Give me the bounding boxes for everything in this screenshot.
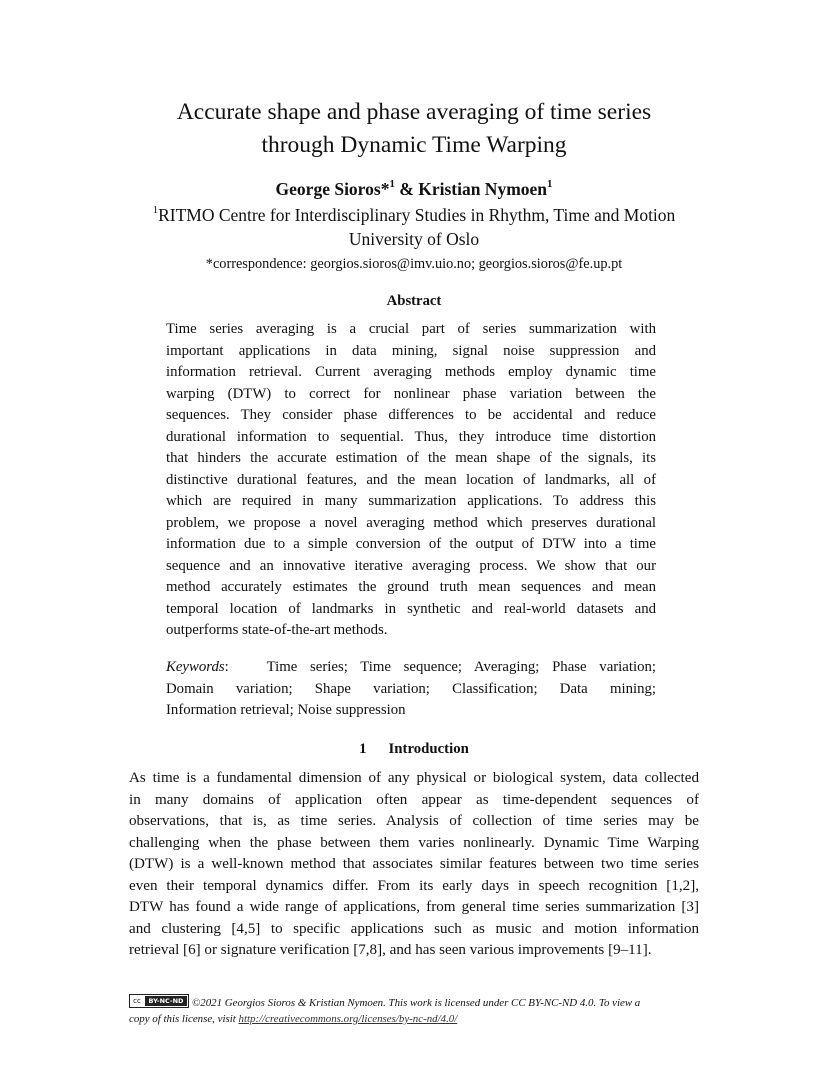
cc-icon: cc [133, 997, 141, 1005]
author-1-affiliation-mark: 1 [389, 177, 395, 190]
keywords-line-3: Information retrieval; Noise suppression [166, 702, 406, 718]
body-line: challenging when the phase between them varies nonlinearly. Dynamic Time Warping [129, 834, 699, 851]
paper-title [0, 96, 828, 162]
abstract-heading: Abstract [386, 293, 442, 309]
abstract-line: outperforms state-of-the-art methods. [166, 622, 388, 638]
affiliation-institute: RITMO Centre for Interdisciplinary Studies in Rhythm, Time and Motion [158, 205, 676, 225]
abstract-line: information due to a simple conversion of the output of DTW into a time [166, 536, 656, 552]
abstract-line: warping (DTW) to correct for nonlinear phase variation between the [166, 385, 656, 402]
author-2: Kristian Nymoen [418, 179, 548, 199]
title-line-1: Accurate shape and phase averaging of time series [176, 99, 652, 125]
author-1: George Sioros* [275, 179, 390, 199]
section-number: 1 [359, 741, 367, 757]
author-list [0, 177, 828, 201]
author-2-affiliation-mark: 1 [547, 177, 553, 190]
affiliation-mark: 1 [152, 203, 159, 216]
body-line: (DTW) is a well-known method that associates similar features between two time series [129, 856, 699, 872]
abstract-line: durational information to sequential. Thus, they introduce time distortion [166, 428, 656, 445]
body-line: observations, that is, as time series. Analysis of collection of time series may be [129, 813, 699, 829]
abstract-line: sequence and an innovative iterative averaging process. We show that our [166, 557, 656, 574]
body-line: and clustering [4,5] to specific applications such as music and motion information [129, 920, 699, 937]
license-link[interactable]: http://creativecommons.org/licenses/by-nc-nd/4.0/ [238, 1013, 458, 1025]
introduction-body [129, 768, 699, 962]
keywords-line-1 [166, 657, 656, 679]
correspondence: *correspondence: georgios.sioros@imv.uio.no; georgios.sioros@fe.up.pt [205, 256, 623, 272]
keywords-line-2: Domain variation; Shape variation; Classification; Data mining; [166, 680, 656, 697]
body-line: retrieval [6] or signature verification [7,8], and has seen various improvements [9–11]. [129, 942, 652, 958]
abstract-line: that hinders the accurate estimation of the mean shape of the signals, its [166, 450, 656, 466]
affiliation [0, 203, 828, 251]
body-line: DTW has found a wide range of applications, from general time series summarization [3] [129, 899, 699, 915]
affiliation-line-1 [0, 203, 828, 227]
abstract-line: which are required in many summarization applications. To address this [166, 493, 656, 509]
abstract-line: important applications in data mining, signal noise suppression and [166, 342, 656, 359]
abstract-line: Time series averaging is a crucial part of series summarization with [166, 321, 656, 337]
abstract-body [166, 319, 656, 642]
license-text-prefix: copy of this license, visit [129, 1013, 239, 1025]
body-line: As time is a fundamental dimension of any physical or biological system, data collected [129, 770, 699, 786]
license-line-2 [129, 1011, 699, 1027]
keywords-line-1-rest: : Time series; Time sequence; Averaging; Phase variation; [224, 659, 656, 675]
affiliation-line-2: University of Oslo [348, 229, 480, 249]
body-line: even their temporal dynamics differ. From its early days in speech recognition [1,2], [129, 877, 699, 894]
keywords [166, 657, 656, 722]
abstract-line: method accurately estimates the ground truth mean sequences and mean [166, 579, 656, 595]
abstract-line: problem, we propose a novel averaging method which preserves durational [166, 514, 656, 531]
license-line-1 [129, 994, 699, 1011]
license-text: ©2021 Georgios Sioros & Kristian Nymoen. This work is licensed under CC BY-NC-ND 4.0. To view a [192, 997, 641, 1009]
section-title: Introduction [388, 741, 469, 757]
abstract-line: distinctive durational features, and the mean location of landmarks, all of [166, 471, 656, 488]
cc-license-badge-icon [129, 994, 189, 1008]
title-line-2: through Dynamic Time Warping [261, 132, 567, 158]
author-separator: & [394, 179, 419, 199]
abstract-line: temporal location of landmarks in synthetic and real-world datasets and [166, 600, 656, 617]
by-nc-nd-mark: BY-NC-ND [145, 996, 187, 1006]
abstract-line: sequences. They consider phase differences to be accidental and reduce [166, 407, 656, 423]
keywords-label: Keywords [166, 659, 225, 675]
section-heading-introduction [0, 739, 828, 759]
abstract-line: information retrieval. Current averaging methods employ dynamic time [166, 364, 656, 380]
license-footer [129, 994, 699, 1027]
body-line: in many domains of application often appear as time-dependent sequences of [129, 791, 699, 808]
